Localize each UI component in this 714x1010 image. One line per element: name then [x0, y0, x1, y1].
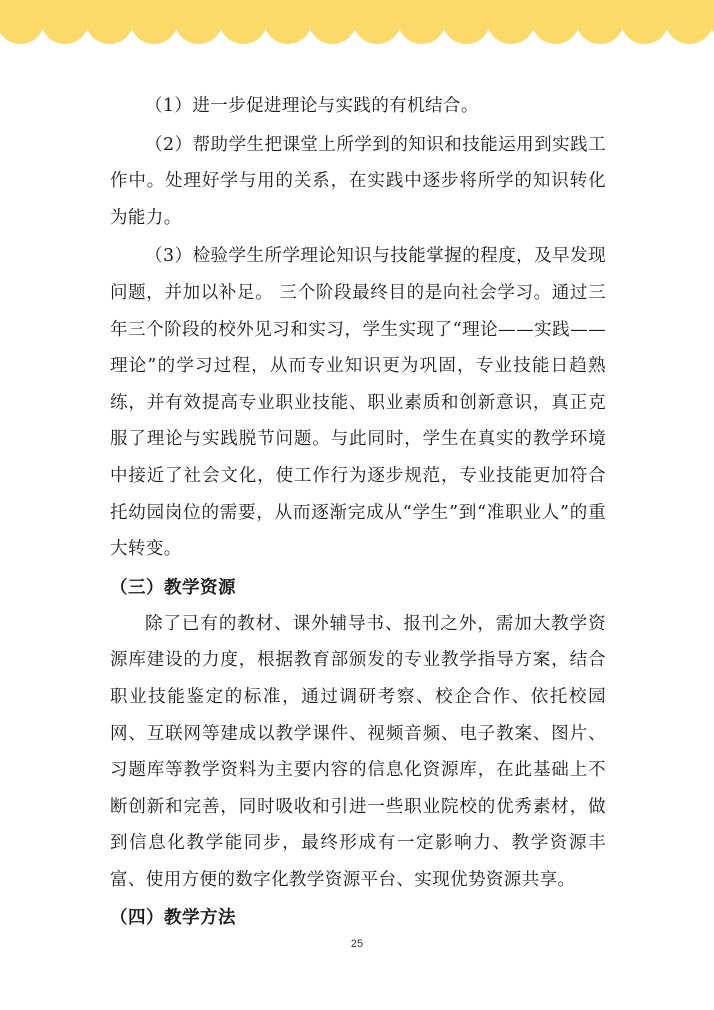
border-scallop	[309, 0, 357, 44]
paragraph-point-1: （1）进一步促进理论与实践的有机结合。	[145, 96, 479, 116]
border-scallop	[621, 0, 669, 44]
paragraph-point-3: （3）检验学生所学理论知识与技能掌握的程度，及早发现问题，并加以补足。 三个阶段最终目的是向社会学习。通过三年三个阶段的校外见习和实习，学生实现了“理论——实践——理论”的学习过程，从而专业知识更为巩固，专业技能日趋熟练，并有效提高专业职业技能、职业素质和创新意识，真正克服了理论与实践脱节问题。与此同时，学生在真实的教学环境中接近了社会文化，使工作行为逐步规范，专业技能更加符合托幼园岗位的需要，从而逐渐完成从“学生”到“准职业人”的重大转变。	[110, 246, 606, 560]
paragraph-point-2: （2）帮助学生把课堂上所学到的知识和技能运用到实践工作中。处理好学与用的关系，在实践中逐步将所学的知识转化为能力。	[110, 134, 606, 228]
border-scallop	[219, 0, 267, 44]
page-number: 25	[350, 938, 364, 950]
paragraph-teaching-resources: 除了已有的教材、课外辅导书、报刊之外，需加大教学资源库建设的力度，根据教育部颁发的专业教学指导方案，结合职业技能鉴定的标准，通过调研考察、校企合作、依托校园网、互联网等建成以教学课件、视频音频、电子教案、图片、习题库等教学资料为主要内容的信息化资源库，在此基础上不断创新和完善，同时吸收和引进一些职业院校的优秀素材，做到信息化教学能同步，最终形成有一定影响力、教学资源丰富、使用方便的数字化教学资源平台、实现优势资源共享。	[110, 613, 606, 890]
border-scallop	[442, 0, 490, 44]
border-scallop	[487, 0, 535, 44]
border-scallop	[175, 0, 223, 44]
scalloped-top-border	[0, 0, 714, 46]
border-scallop	[353, 0, 401, 44]
border-scallop	[264, 0, 312, 44]
border-scallop	[665, 0, 713, 44]
border-scallop	[532, 0, 580, 44]
border-scallop	[41, 0, 89, 44]
section-heading-teaching-methods: （四）教学方法	[110, 908, 236, 929]
border-scallop	[0, 0, 44, 44]
border-scallop	[130, 0, 178, 44]
page-content	[110, 88, 606, 936]
border-scallop	[398, 0, 446, 44]
border-scallop	[576, 0, 624, 44]
border-scallop	[86, 0, 134, 44]
section-heading-teaching-resources: （三）教学资源	[110, 577, 236, 598]
